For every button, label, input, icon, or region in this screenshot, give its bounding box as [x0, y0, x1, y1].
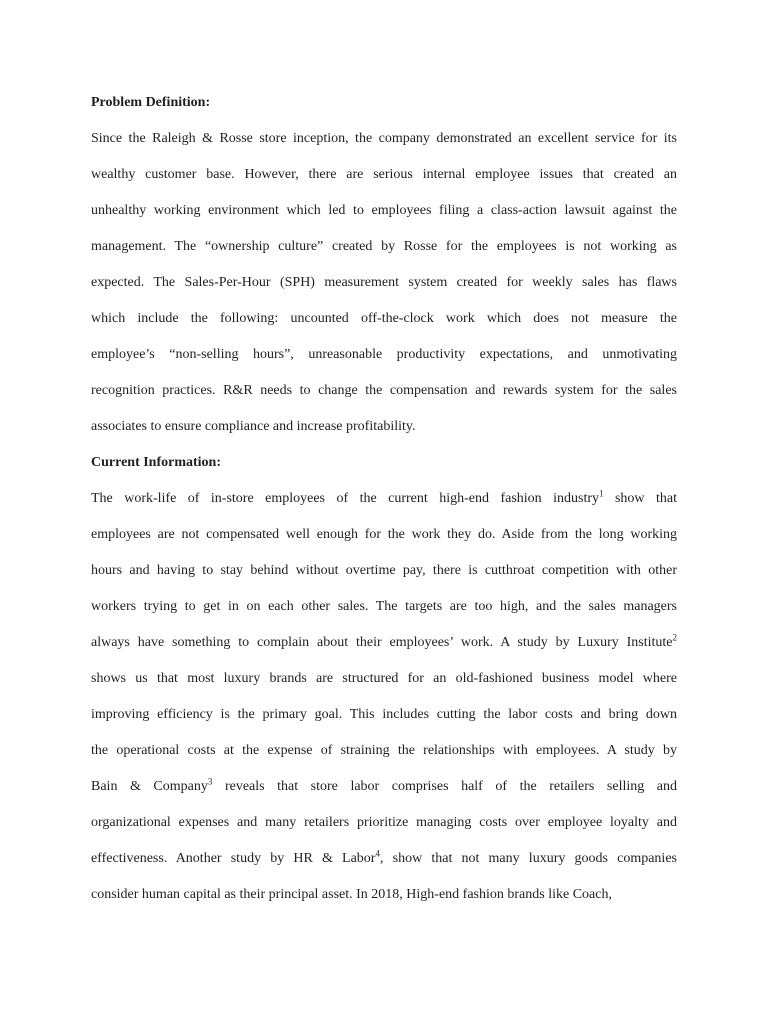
text-line: wealthy customer base. However, there are serious internal employee issues that created an: [91, 167, 677, 182]
footnote-marker: 2: [672, 632, 677, 643]
footnote-marker: 3: [207, 776, 213, 787]
text-segment: , show that not many luxury goods companies: [379, 851, 677, 866]
text-line: which include the following: uncounted off-the-clock work which does not measure the: [91, 311, 677, 326]
text-line: [91, 776, 677, 812]
text-line: management. The “ownership culture” created by Rosse for the employees is not working as: [91, 239, 677, 254]
text-line: consider human capital as their principal asset. In 2018, High-end fashion brands like Coach,: [91, 887, 612, 902]
text-line: workers trying to get in on each other sales. The targets are too high, and the sales managers: [91, 599, 677, 614]
text-segment: The work-life of in-store employees of the current high-end fashion industry: [91, 491, 600, 506]
text-line: hours and having to stay behind without overtime pay, there is cutthroat competition with other: [91, 563, 677, 578]
text-line: [91, 632, 677, 668]
section-heading-current-information: Current Information:: [91, 455, 222, 470]
text-line: organizational expenses and many retailers prioritize managing costs over employee loyalty and: [91, 815, 677, 830]
text-line: employees are not compensated well enough for the work they do. Aside from the long working: [91, 527, 677, 542]
text-line: Since the Raleigh & Rosse store inception, the company demonstrated an excellent service for its: [91, 131, 677, 146]
paragraph-current-information: [91, 488, 677, 920]
text-segment: Bain & Company: [91, 779, 208, 794]
paragraph-problem-definition: [91, 128, 677, 452]
text-line: [91, 488, 677, 524]
text-segment: show that: [603, 491, 677, 506]
section-heading-problem-definition: Problem Definition:: [91, 95, 211, 110]
text-line: expected. The Sales-Per-Hour (SPH) measurement system created for weekly sales has flaws: [91, 275, 677, 290]
text-segment: effectiveness. Another study by HR & Labor: [91, 851, 376, 866]
text-line: shows us that most luxury brands are structured for an old-fashioned business model where: [91, 671, 677, 686]
footnote-marker: 4: [375, 848, 380, 859]
text-segment: always have something to complain about their employees’ work. A study by Luxury Institute: [91, 635, 673, 650]
text-line: improving efficiency is the primary goal. This includes cutting the labor costs and bring down: [91, 707, 677, 722]
text-line: employee’s “non-selling hours”, unreasonable productivity expectations, and unmotivating: [91, 347, 677, 362]
text-line: the operational costs at the expense of straining the relationships with employees. A study by: [91, 743, 677, 758]
text-line: unhealthy working environment which led to employees filing a class-action lawsuit against the: [91, 203, 677, 218]
footnote-marker: 1: [599, 488, 604, 499]
text-segment: reveals that store labor comprises half of the retailers selling and: [212, 779, 677, 794]
text-line: associates to ensure compliance and increase profitability.: [91, 419, 416, 434]
text-line: [91, 848, 677, 884]
text-line: recognition practices. R&R needs to change the compensation and rewards system for the sales: [91, 383, 677, 398]
